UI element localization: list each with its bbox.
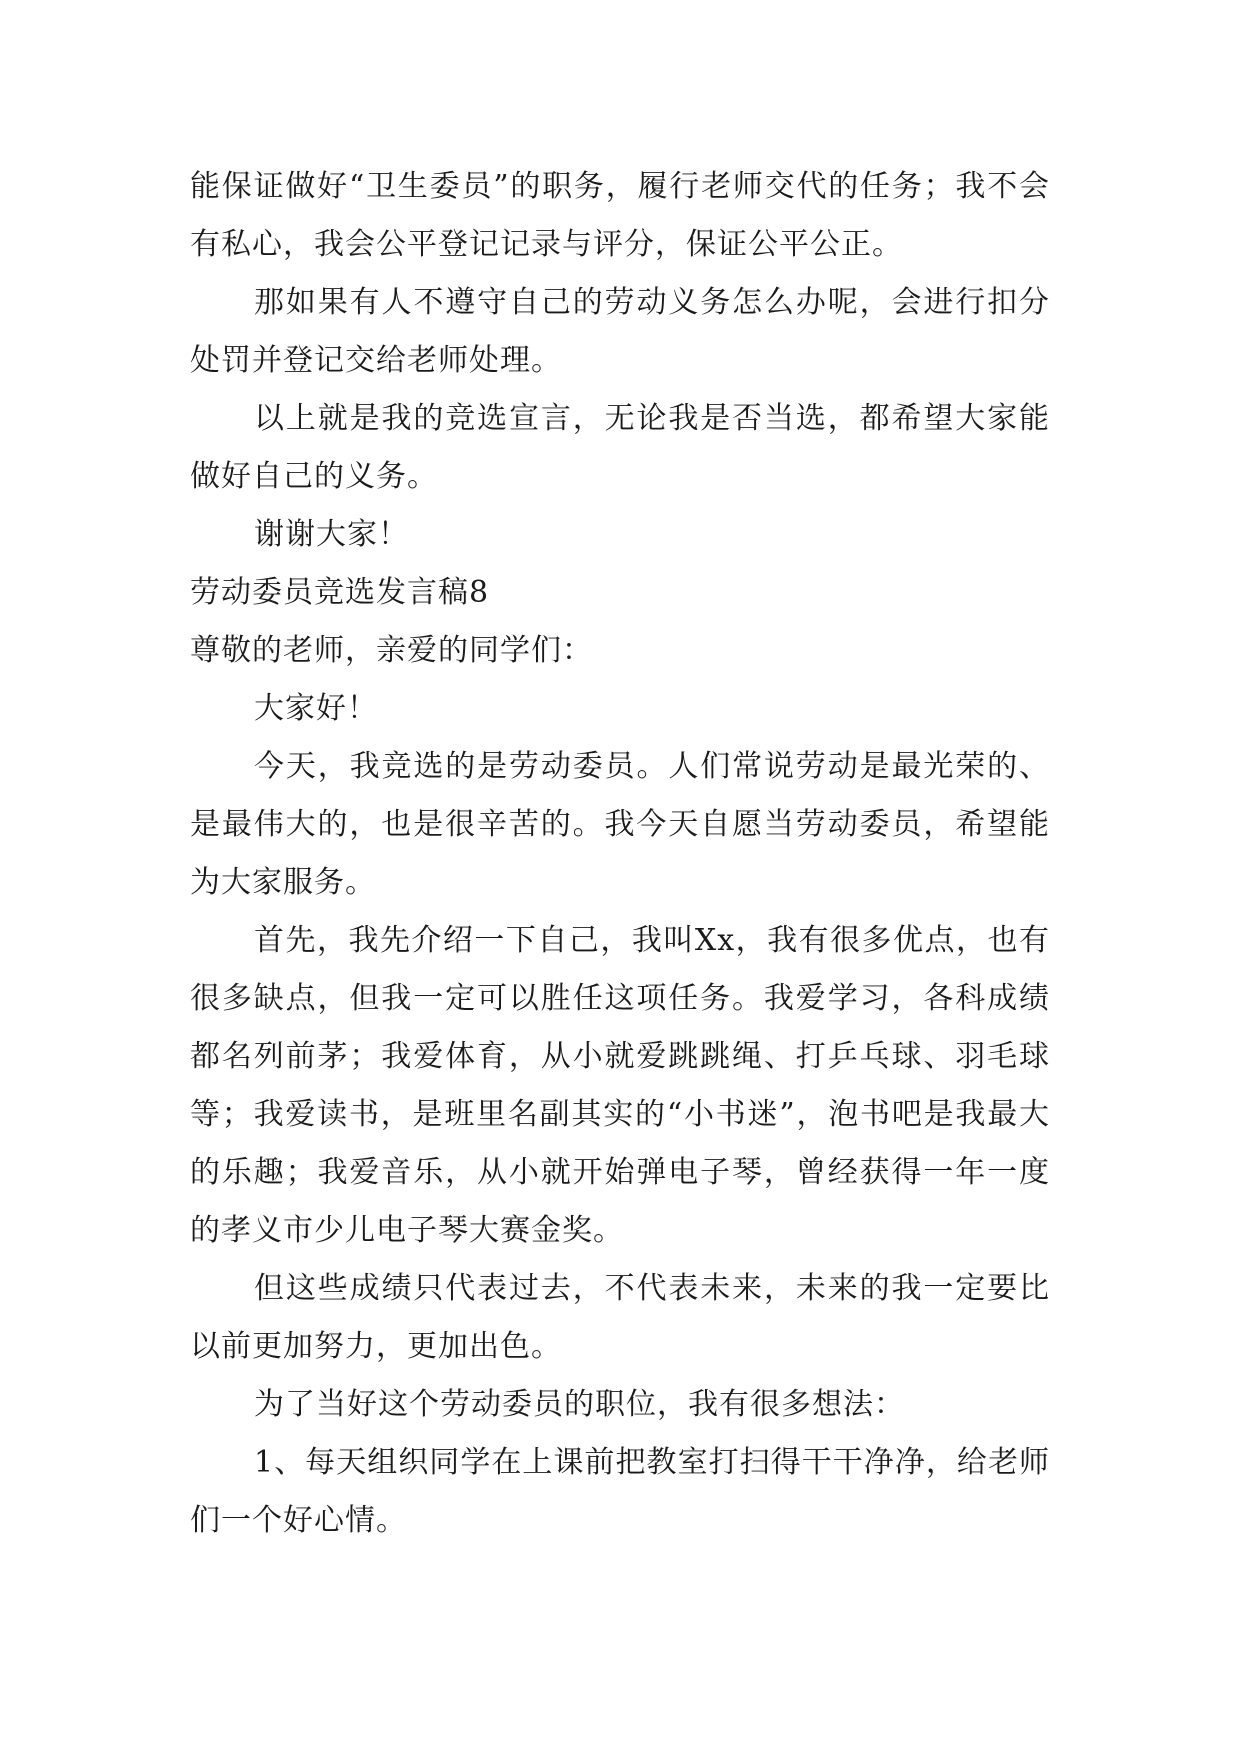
greeting: 大家好！	[254, 691, 378, 726]
paragraph: 以上就是我的竞选宣言，无论我是否当选，都希望大家能做好自己的义务。	[190, 401, 1050, 494]
paragraph-continuation: 能保证做好“卫生委员”的职务，履行老师交代的任务；我不会有私心，我会公平登记记录与评分，保证公平公正。	[190, 169, 1050, 262]
paragraph: 为了当好这个劳动委员的职位，我有很多想法：	[254, 1387, 905, 1422]
salutation: 尊敬的老师，亲爱的同学们：	[190, 633, 593, 668]
list-item: 1、每天组织同学在上课前把教室打扫得干干净净，给老师们一个好心情。	[190, 1445, 1050, 1538]
paragraph: 首先，我先介绍一下自己，我叫Xx，我有很多优点，也有很多缺点，但我一定可以胜任这项任务。我爱学习，各科成绩都名列前茅；我爱体育，从小就爱跳跳绳、打乒乓球、羽毛球等；我爱读书，是班里名副其实的“小书迷”，泡书吧是我最大的乐趣；我爱音乐，从小就开始弹电子琴，曾经获得一年一度的孝义市少儿电子琴大赛金奖。	[190, 923, 1050, 1248]
paragraph: 今天，我竞选的是劳动委员。人们常说劳动是最光荣的、是最伟大的，也是很辛苦的。我今天自愿当劳动委员，希望能为大家服务。	[190, 749, 1050, 900]
document-body	[190, 158, 1050, 1550]
paragraph: 那如果有人不遵守自己的劳动义务怎么办呢，会进行扣分处罚并登记交给老师处理。	[190, 285, 1050, 378]
closing-thanks: 谢谢大家！	[254, 517, 409, 552]
paragraph: 但这些成绩只代表过去，不代表未来，未来的我一定要比以前更加努力，更加出色。	[190, 1271, 1050, 1364]
section-heading: 劳动委员竞选发言稿8	[190, 575, 490, 610]
